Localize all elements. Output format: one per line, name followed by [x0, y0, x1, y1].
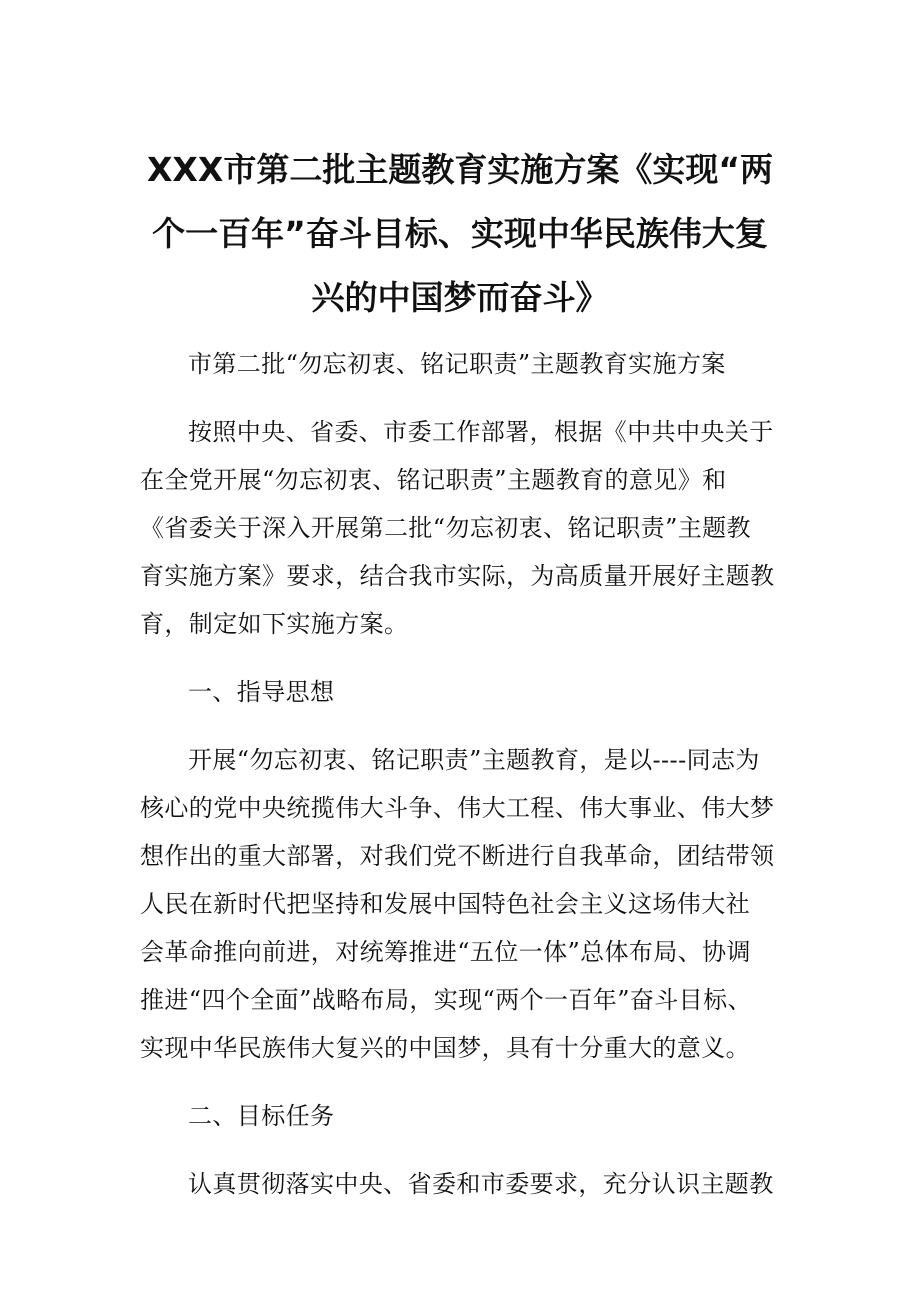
paragraph-line: 核心的党中央统揽伟大斗争、伟大工程、伟大事业、伟大梦 — [140, 794, 775, 822]
section-heading-guiding-thought: 一、指导思想 — [188, 678, 335, 706]
document-title — [140, 138, 780, 330]
title-line: 个一百年”奋斗目标、实现中华民族伟大复 — [152, 214, 768, 253]
document-subtitle: 市第二批“勿忘初衷、铭记职责”主题教育实施方案 — [188, 350, 726, 378]
section-heading-goals-tasks: 二、目标任务 — [188, 1102, 335, 1130]
paragraph-line: 在全党开展“勿忘初衷、铭记职责”主题教育的意见》和 — [140, 466, 727, 494]
document-body — [140, 340, 780, 1228]
paragraph-line: 会革命推向前进，对统筹推进“五位一体”总体布局、协调 — [140, 938, 751, 966]
paragraph-line: 《省委关于深入开展第二批“勿忘初衷、铭记职责”主题教 — [140, 514, 751, 542]
title-line: 兴的中国梦而奋斗》 — [311, 278, 609, 317]
goals-tasks-paragraph — [140, 1160, 780, 1208]
paragraph-line: 开展“勿忘初衷、铭记职责”主题教育，是以----同志为 — [188, 746, 760, 774]
paragraph-line: 实现中华民族伟大复兴的中国梦，具有十分重大的意义。 — [140, 1034, 750, 1062]
paragraph-line: 想作出的重大部署，对我们党不断进行自我革命，团结带领 — [140, 842, 775, 870]
paragraph-line: 育实施方案》要求，结合我市实际，为高质量开展好主题教 — [140, 562, 775, 590]
paragraph-line: 人民在新时代把坚持和发展中国特色社会主义这场伟大社 — [140, 890, 750, 918]
paragraph-line: 认真贯彻落实中央、省委和市委要求，充分认识主题教 — [188, 1170, 774, 1198]
paragraph-line: 育，制定如下实施方案。 — [140, 610, 409, 638]
paragraph-line: 按照中央、省委、市委工作部署，根据《中共中央关于 — [188, 418, 774, 446]
guiding-thought-paragraph — [140, 736, 780, 1072]
title-line: XXX市第二批主题教育实施方案《实现“两 — [146, 150, 774, 189]
intro-paragraph — [140, 408, 780, 648]
paragraph-line: 推进“四个全面”战略布局，实现“两个一百年”奋斗目标、 — [140, 986, 752, 1014]
